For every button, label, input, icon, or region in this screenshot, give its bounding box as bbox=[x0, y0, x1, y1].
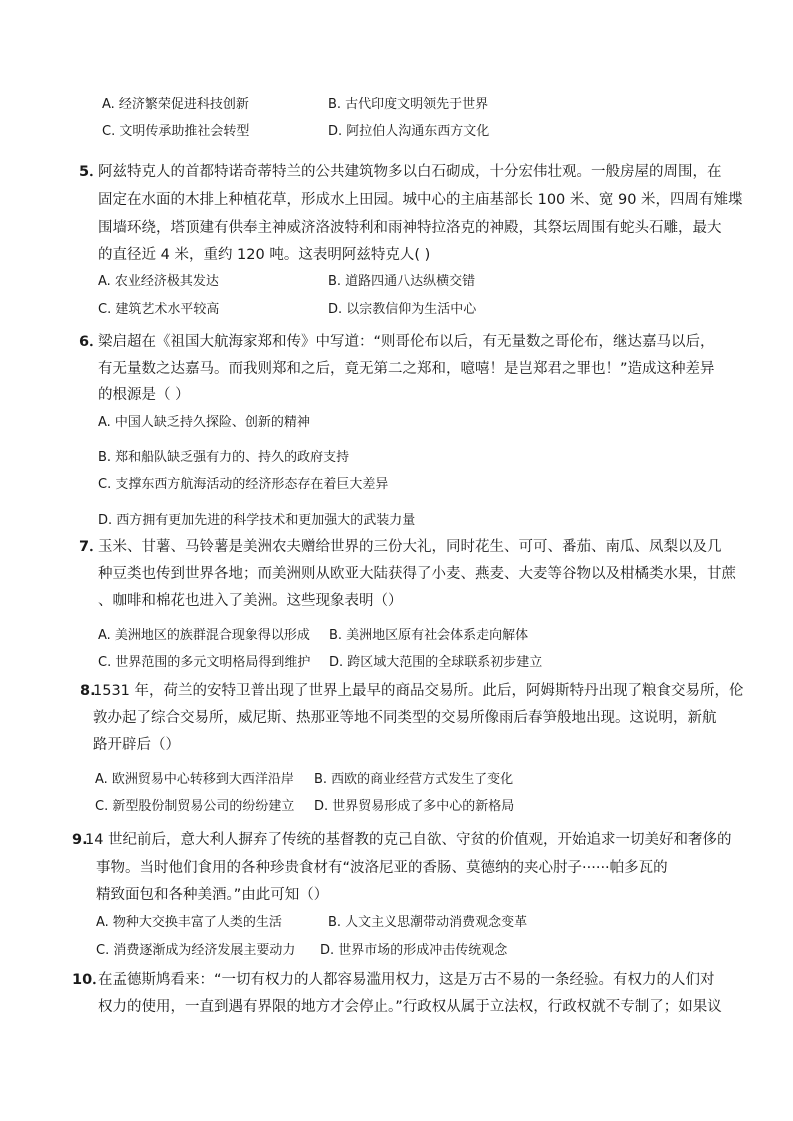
q5-option-a: A. 农业经济极其发达 bbox=[98, 274, 219, 289]
q10-line-1 bbox=[0, 967, 793, 993]
q6-line-1 bbox=[0, 329, 793, 355]
q6-option-c-row bbox=[0, 475, 793, 495]
q4-options-row-1 bbox=[0, 95, 793, 115]
q8-option-a: A. 欧洲贸易中心转移到大西洋沿岸 bbox=[95, 772, 294, 787]
q9-stem-line: 事物。当时他们食用的各种珍贵食材有“波洛尼亚的香肠、莫德纳的夹心肘子······帕多瓦的 bbox=[96, 860, 668, 876]
q9-line-3 bbox=[0, 882, 793, 908]
q8-line-1 bbox=[0, 678, 793, 704]
q7-options-row-1 bbox=[0, 626, 793, 646]
q7-option-c: C. 世界范围的多元文明格局得到维护 bbox=[98, 655, 311, 670]
q6-option-b-row bbox=[0, 448, 793, 468]
q7-stem-line: 玉米、甘薯、马铃薯是美洲农夫赠给世界的三份大礼，同时花生、可可、番茄、南瓜、凤梨以及几 bbox=[98, 539, 722, 555]
q5-stem-line: 阿兹特克人的首都特诺奇蒂特兰的公共建筑物多以白石砌成，十分宏伟壮观。一般房屋的周围，在 bbox=[98, 164, 722, 180]
q7-stem-line: 种豆类也传到世界各地；而美洲则从欧亚大陆获得了小麦、燕麦、大麦等谷物以及柑橘类水果，甘蔗 bbox=[98, 566, 736, 582]
q8-line-3 bbox=[0, 732, 793, 758]
q8-options-row-2 bbox=[0, 797, 793, 817]
q7-number: 7． bbox=[79, 539, 104, 555]
q9-option-a: A. 物种大交换丰富了人类的生活 bbox=[96, 915, 282, 930]
q5-number: 5． bbox=[79, 164, 104, 180]
q9-option-b: B. 人文主义思潮带动消费观念变革 bbox=[328, 915, 528, 930]
q4-option-a: A. 经济繁荣促进科技创新 bbox=[102, 97, 249, 112]
q8-stem-line: 1531 年，荷兰的安特卫普出现了世界上最早的商品交易所。此后，阿姆斯特丹出现了粮食交易所，伦 bbox=[93, 683, 744, 699]
q8-option-b: B. 西欧的商业经营方式发生了变化 bbox=[314, 772, 514, 787]
q7-options-row-2 bbox=[0, 653, 793, 673]
q9-line-1 bbox=[0, 827, 793, 853]
q9-options-row-2 bbox=[0, 941, 793, 961]
q9-stem-line: 精致面包和各种美酒。”由此可知（） bbox=[96, 887, 329, 903]
q5-options-row-1 bbox=[0, 272, 793, 292]
q10-stem-line: 在孟德斯鸠看来：“一切有权力的人都容易滥用权力，这是万古不易的一条经验。有权力的人们对 bbox=[98, 972, 715, 988]
q9-number: 9. bbox=[72, 832, 88, 848]
q7-option-b: B. 美洲地区原有社会体系走向解体 bbox=[329, 628, 529, 643]
q9-stem-line: 14 世纪前后，意大利人摒弃了传统的基督教的克己自欲、守贫的价值观，开始追求一切美好和奢侈的 bbox=[85, 832, 732, 848]
q8-number: 8. bbox=[80, 683, 96, 699]
q9-option-d: D. 世界市场的形成冲击传统观念 bbox=[320, 943, 508, 958]
q4-option-d: D. 阿拉伯人沟通东西方文化 bbox=[328, 124, 490, 139]
q6-option-a-row bbox=[0, 413, 793, 433]
q8-stem-line: 路开辟后（） bbox=[93, 737, 180, 753]
q6-line-2 bbox=[0, 356, 793, 382]
q6-option-b: B. 郑和船队缺乏强有力的、持久的政府支持 bbox=[98, 450, 350, 465]
q9-options-row-1 bbox=[0, 913, 793, 933]
q7-option-a: A. 美洲地区的族群混合现象得以形成 bbox=[98, 628, 310, 643]
q5-stem-line: 的直径近 4 米，重约 120 吨。这表明阿兹特克人( ) bbox=[98, 247, 431, 263]
q10-number: 10． bbox=[72, 972, 107, 988]
q10-stem-line: 权力的使用，一直到遇有界限的地方才会停止。”行政权从属于立法权，行政权就不专制了；如果议 bbox=[98, 999, 722, 1015]
q5-line-4 bbox=[0, 242, 793, 268]
q9-option-c: C. 消费逐渐成为经济发展主要动力 bbox=[96, 943, 296, 958]
q6-option-d-row bbox=[0, 511, 793, 531]
q8-option-c: C. 新型股份制贸易公司的纷纷建立 bbox=[95, 799, 295, 814]
q8-line-2 bbox=[0, 705, 793, 731]
q5-line-2 bbox=[0, 187, 793, 213]
q6-stem-line: 有无量数之达嘉马。而我则郑和之后，竟无第二之郑和，噫嘻！是岂郑君之罪也！”造成这种差异 bbox=[98, 361, 715, 377]
q6-stem-line: 梁启超在《祖国大航海家郑和传》中写道：“则哥伦布以后，有无量数之哥伦布，继达嘉马以后， bbox=[98, 334, 715, 350]
q5-option-b: B. 道路四通八达纵横交错 bbox=[328, 274, 476, 289]
q4-option-c: C. 文明传承助推社会转型 bbox=[102, 124, 250, 139]
q7-line-1 bbox=[0, 534, 793, 560]
q6-stem-line: 的根源是（ ） bbox=[98, 387, 190, 403]
q4-options-row-2 bbox=[0, 122, 793, 142]
q6-option-d: D. 西方拥有更加先进的科学技术和更加强大的武装力量 bbox=[98, 513, 416, 528]
q6-option-c: C. 支撑东西方航海活动的经济形态存在着巨大差异 bbox=[98, 477, 389, 492]
q5-stem-line: 固定在水面的木排上种植花草，形成水上田园。城中心的主庙基部长 100 米、宽 90 米，四周有雉堞 bbox=[98, 192, 743, 208]
q6-option-a: A. 中国人缺乏持久探险、创新的精神 bbox=[98, 415, 310, 430]
q8-option-d: D. 世界贸易形成了多中心的新格局 bbox=[314, 799, 515, 814]
q8-stem-line: 敦办起了综合交易所，威尼斯、热那亚等地不同类型的交易所像雨后春笋般地出现。这说明，新航 bbox=[93, 710, 717, 726]
q10-line-2 bbox=[0, 994, 793, 1020]
q7-stem-line: 、咖啡和棉花也进入了美洲。这些现象表明（） bbox=[98, 593, 403, 609]
q6-number: 6． bbox=[79, 334, 104, 350]
q5-option-c: C. 建筑艺术水平较高 bbox=[98, 302, 220, 317]
q8-options-row-1 bbox=[0, 770, 793, 790]
q5-line-1 bbox=[0, 159, 793, 185]
q7-option-d: D. 跨区域大范围的全球联系初步建立 bbox=[329, 655, 543, 670]
q4-option-b: B. 古代印度文明领先于世界 bbox=[328, 97, 489, 112]
q5-stem-line: 围墙环绕，塔顶建有供奉主神威济洛波特利和雨神特拉洛克的神殿，其祭坛周围有蛇头石雕，最大 bbox=[98, 220, 722, 236]
q5-line-3 bbox=[0, 215, 793, 241]
q5-options-row-2 bbox=[0, 300, 793, 320]
q7-line-3 bbox=[0, 588, 793, 614]
q9-line-2 bbox=[0, 855, 793, 881]
q7-line-2 bbox=[0, 561, 793, 587]
q6-line-3 bbox=[0, 382, 793, 408]
q5-option-d: D. 以宗教信仰为生活中心 bbox=[328, 302, 477, 317]
